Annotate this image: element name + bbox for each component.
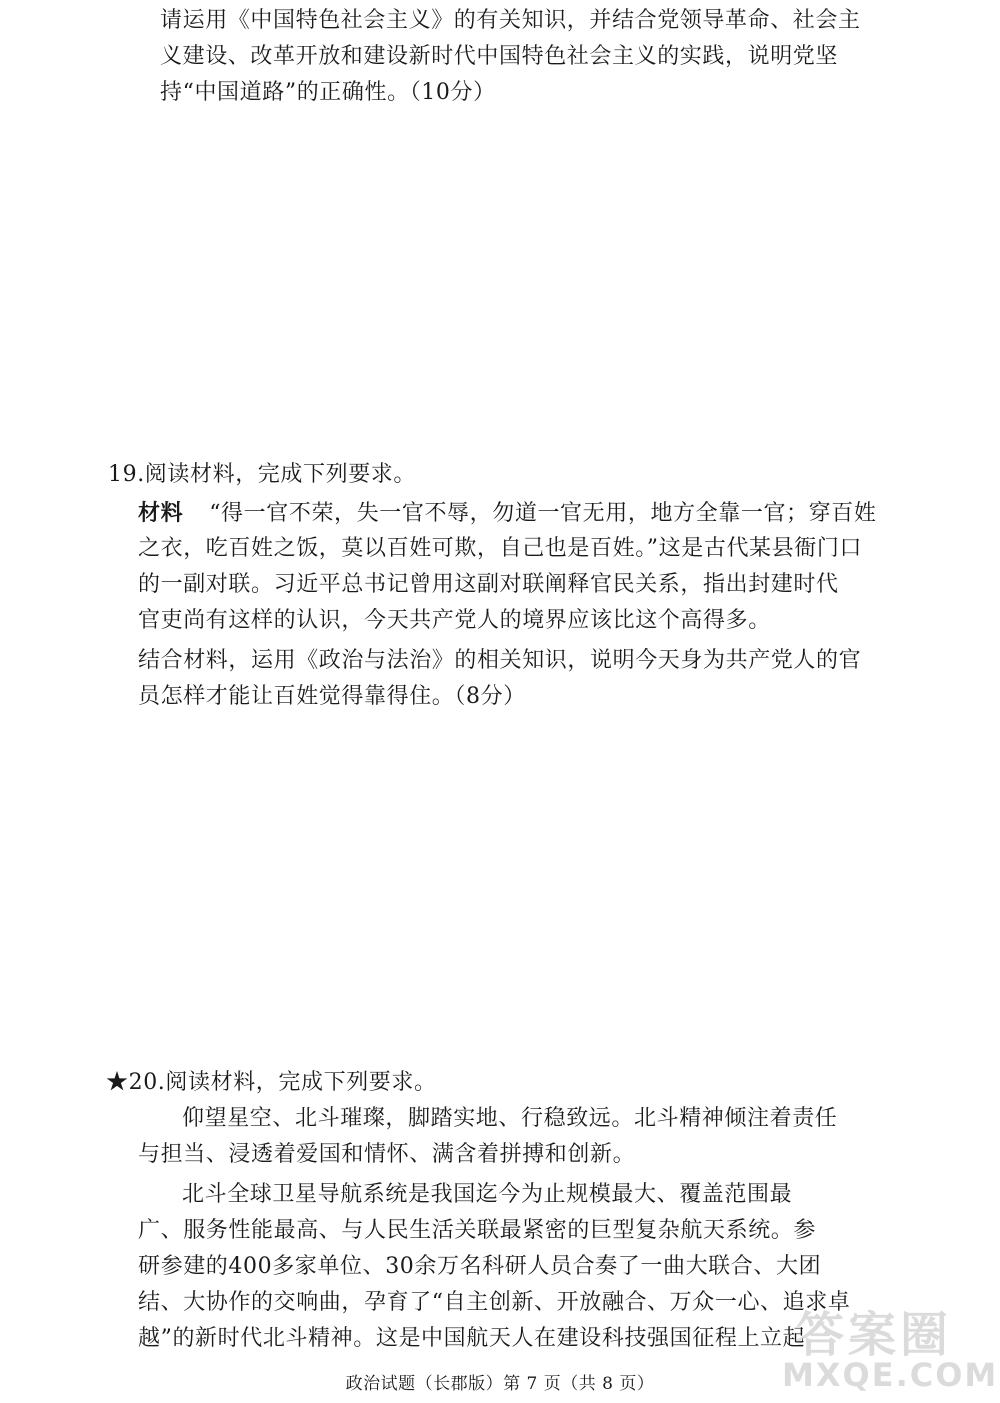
q19-material-text: “得一官不荣，失一官不辱，勿道一官无用，地方全靠一官；穿百姓 — [209, 501, 877, 526]
q20-title: ★20.阅读材料，完成下列要求。 — [106, 1070, 437, 1095]
q19-task-line-1: 结合材料，运用《政治与法治》的相关知识，说明今天身为共产党人的官 — [138, 648, 862, 673]
watermark-site-text: MXQE.COM — [782, 1356, 999, 1394]
q20-para2-line-3: 研参建的400多家单位、30余万名科研人员合奏了一曲大联合、大团 — [138, 1254, 822, 1279]
q20-para2-line-1: 北斗全球卫星导航系统是我国迄今为止规模最大、覆盖范围最 — [182, 1182, 793, 1207]
page-footer: 政治试题（长郡版）第 7 页（共 8 页） — [345, 1374, 655, 1394]
q20-para1-line-1: 仰望星空、北斗璀璨，脚踏实地、行稳致远。北斗精神倾注着责任 — [182, 1106, 838, 1131]
q19-material-line-2: 之衣，吃百姓之饭，莫以百姓可欺，自己也是百姓。”这是古代某县衙门口 — [138, 536, 863, 561]
q19-material-line-3: 的一副对联。习近平总书记曾用这副对联阐释官民关系，指出封建时代 — [138, 572, 839, 597]
q18-line-3: 持“中国道路”的正确性。（10分） — [160, 80, 496, 105]
q19-title: 19.阅读材料，完成下列要求。 — [108, 462, 416, 487]
q19-material-label: 材料 — [138, 500, 184, 526]
watermark-logo-text: 答案圈 — [796, 1307, 953, 1363]
q18-line-2: 义建设、改革开放和建设新时代中国特色社会主义的实践，说明党坚 — [160, 44, 839, 69]
q20-para2-line-4: 结、大协作的交响曲，孕育了“自主创新、开放融合、万众一心、追求卓 — [138, 1290, 851, 1315]
q19-material-line-1 — [138, 498, 876, 529]
q19-task-line-2: 员怎样才能让百姓觉得靠得住。（8分） — [138, 684, 526, 709]
q18-line-1: 请运用《中国特色社会主义》的有关知识，并结合党领导革命、社会主 — [160, 8, 861, 33]
q20-para2-line-2: 广、服务性能最高、与人民生活关联最紧密的巨型复杂航天系统。参 — [138, 1218, 817, 1243]
q20-para1-line-2: 与担当、浸透着爱国和情怀、满含着拼搏和创新。 — [138, 1142, 636, 1167]
q19-material-line-4: 官吏尚有这样的认识，今天共产党人的境界应该比这个高得多。 — [138, 608, 771, 633]
q20-para2-line-5: 越”的新时代北斗精神。这是中国航天人在建设科技强国征程上立起 — [138, 1326, 806, 1351]
